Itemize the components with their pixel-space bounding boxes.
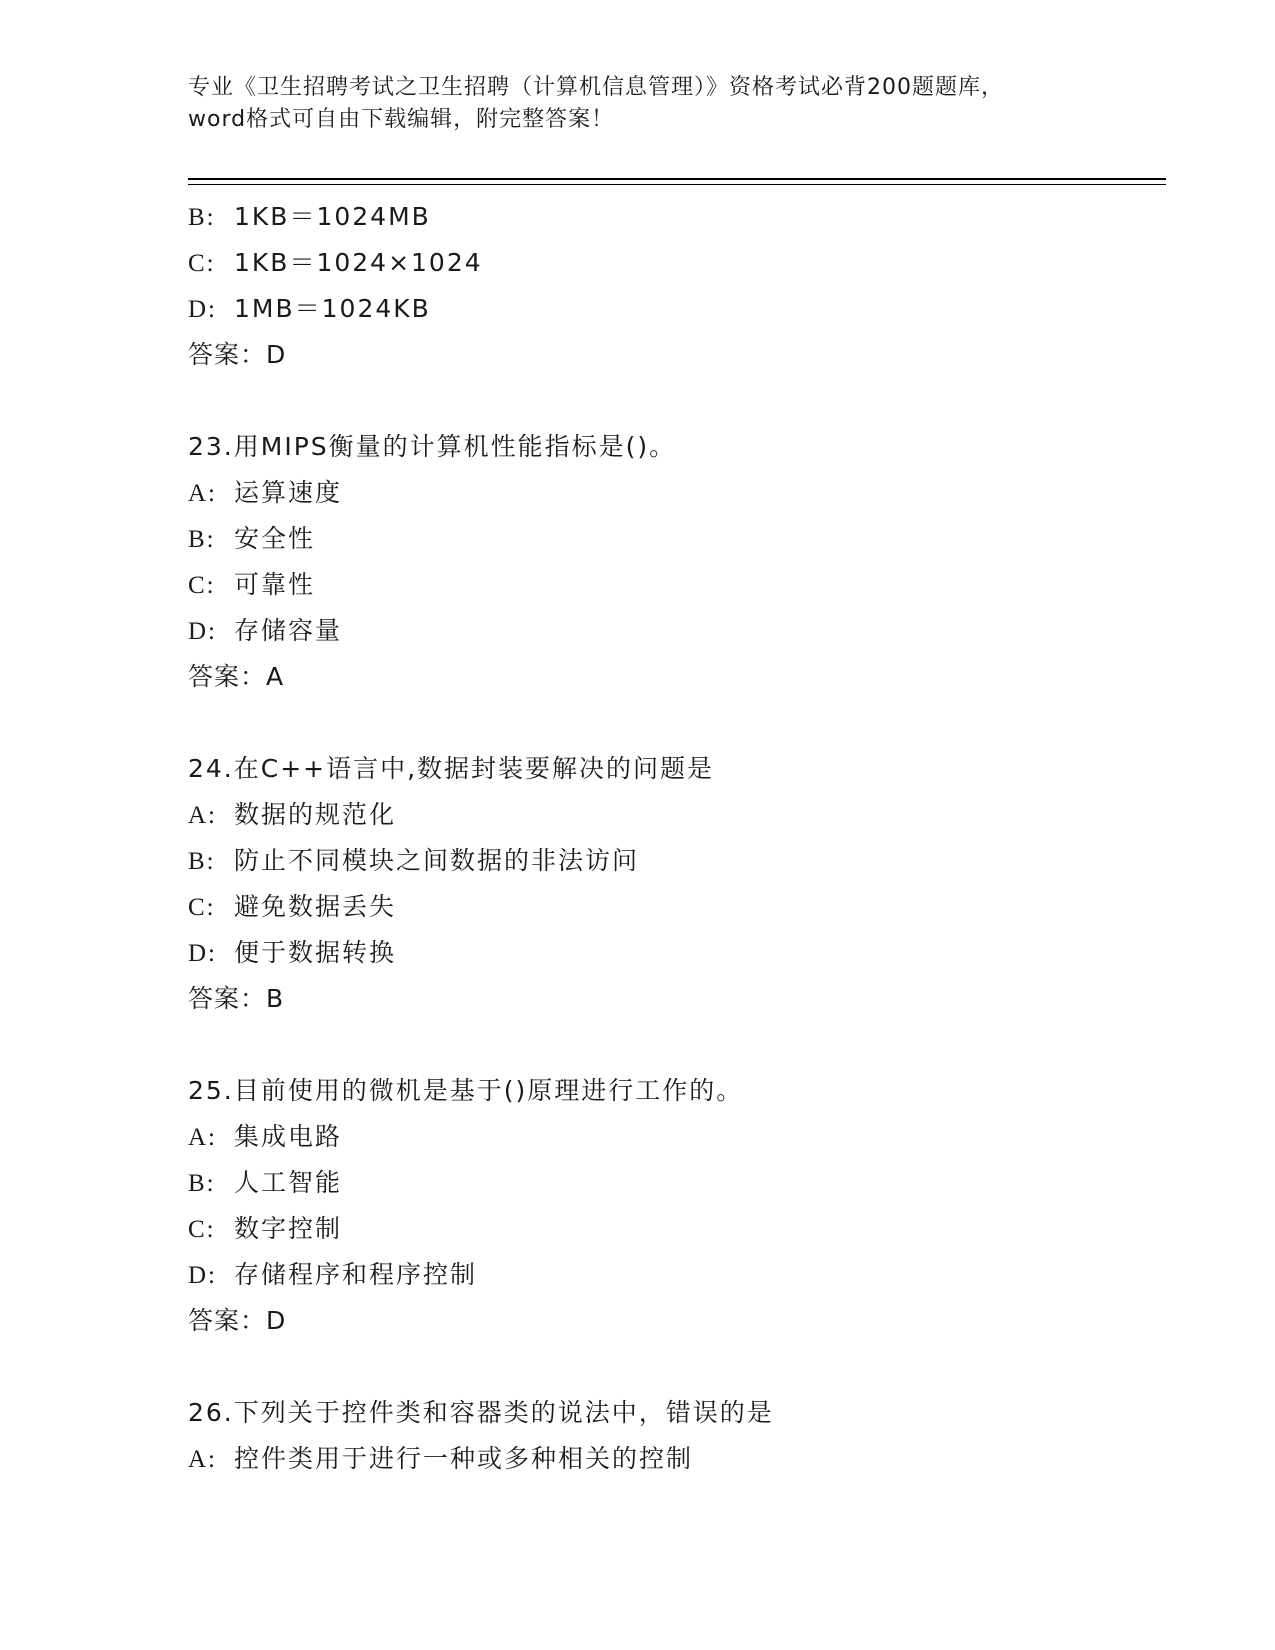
option-row — [188, 838, 1168, 884]
header-line-2: word格式可自由下载编辑，附完整答案！ — [188, 107, 615, 132]
answer-line: 答案：D — [188, 1306, 287, 1335]
option-row — [188, 1206, 1168, 1252]
option-text: 1KB＝1024MB — [234, 202, 431, 231]
option-text: 安全性 — [234, 524, 316, 553]
option-row — [188, 1114, 1168, 1160]
option-letter: D: — [188, 940, 217, 967]
option-letter: A: — [188, 802, 217, 829]
option-letter: A: — [188, 1124, 217, 1151]
question-continued — [188, 194, 1168, 378]
option-row — [188, 240, 1168, 286]
option-row — [188, 930, 1168, 976]
question-25 — [188, 1068, 1168, 1344]
question-24 — [188, 746, 1168, 1022]
option-row — [188, 286, 1168, 332]
option-letter: D: — [188, 1262, 217, 1289]
document-header — [188, 72, 1088, 136]
option-text: 人工智能 — [234, 1168, 343, 1197]
option-text: 避免数据丢失 — [234, 892, 397, 921]
question-text: 25.目前使用的微机是基于()原理进行工作的。 — [188, 1076, 744, 1105]
question-list — [188, 194, 1168, 1482]
option-text: 防止不同模块之间数据的非法访问 — [234, 846, 640, 875]
option-text: 数字控制 — [234, 1214, 343, 1243]
question-text: 26.下列关于控件类和容器类的说法中，错误的是 — [188, 1398, 774, 1427]
option-row — [188, 884, 1168, 930]
option-text: 运算速度 — [234, 478, 343, 507]
option-letter: C: — [188, 572, 216, 599]
answer-line: 答案：B — [188, 984, 285, 1013]
option-text: 便于数据转换 — [234, 938, 397, 967]
option-letter: C: — [188, 894, 216, 921]
option-row — [188, 470, 1168, 516]
header-divider-thin — [188, 184, 1166, 185]
question-26 — [188, 1390, 1168, 1482]
header-divider-thick — [188, 178, 1166, 180]
option-text: 1KB＝1024×1024 — [234, 248, 483, 277]
option-letter: B: — [188, 526, 216, 553]
option-row — [188, 1436, 1168, 1482]
option-letter: C: — [188, 250, 216, 277]
option-letter: A: — [188, 480, 217, 507]
option-row — [188, 608, 1168, 654]
option-row — [188, 792, 1168, 838]
answer-line: 答案：A — [188, 662, 285, 691]
option-letter: A: — [188, 1446, 217, 1473]
option-letter: B: — [188, 1170, 216, 1197]
option-text: 集成电路 — [234, 1122, 343, 1151]
option-row — [188, 194, 1168, 240]
question-text: 23.用MIPS衡量的计算机性能指标是()。 — [188, 432, 677, 461]
option-text: 控件类用于进行一种或多种相关的控制 — [234, 1444, 694, 1473]
option-text: 存储容量 — [234, 616, 343, 645]
question-text: 24.在C++语言中,数据封装要解决的问题是 — [188, 754, 715, 783]
option-letter: D: — [188, 618, 217, 645]
option-row — [188, 1160, 1168, 1206]
option-text: 可靠性 — [234, 570, 316, 599]
option-row — [188, 1252, 1168, 1298]
option-row — [188, 562, 1168, 608]
option-letter: D: — [188, 296, 217, 323]
option-text: 1MB＝1024KB — [234, 294, 431, 323]
question-23 — [188, 424, 1168, 700]
option-letter: B: — [188, 204, 216, 231]
option-text: 数据的规范化 — [234, 800, 397, 829]
answer-line: 答案：D — [188, 340, 287, 369]
option-letter: C: — [188, 1216, 216, 1243]
header-line-1: 专业《卫生招聘考试之卫生招聘（计算机信息管理）》资格考试必背200题题库， — [188, 75, 1004, 100]
option-text: 存储程序和程序控制 — [234, 1260, 478, 1289]
option-row — [188, 516, 1168, 562]
option-letter: B: — [188, 848, 216, 875]
